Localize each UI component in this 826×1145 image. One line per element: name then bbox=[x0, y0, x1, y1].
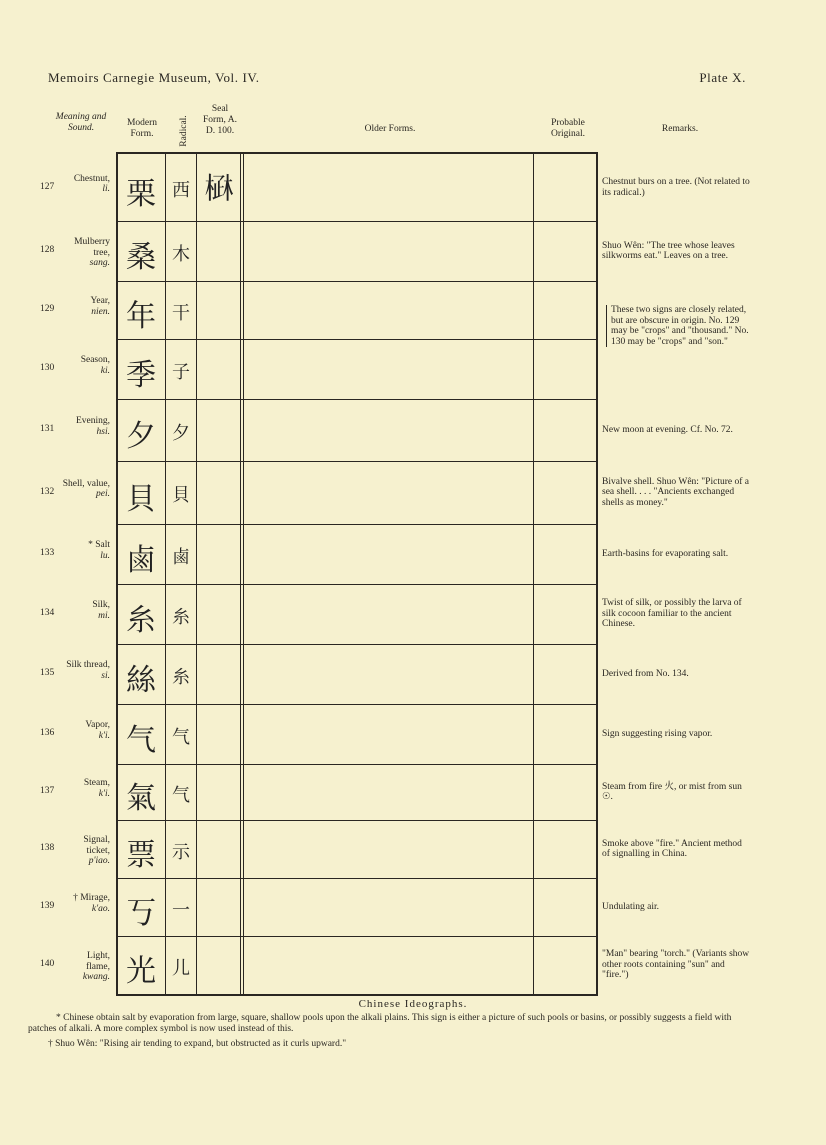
row-remarks: Bivalve shell. Shuo Wên: "Picture of a sea shell. . . . "Ancients exchanged shells as money." bbox=[602, 476, 749, 508]
row-meaning: Steam, bbox=[83, 778, 110, 788]
radical-form: 夕 bbox=[172, 422, 190, 444]
row-remarks: New moon at evening. Cf. No. 72. bbox=[602, 424, 733, 435]
row-label bbox=[40, 660, 110, 681]
modern-form: 票 bbox=[126, 838, 156, 874]
column-head-original: Probable Original. bbox=[550, 118, 586, 139]
row-label bbox=[40, 835, 110, 867]
modern-form: 貝 bbox=[126, 481, 156, 517]
modern-form: 桑 bbox=[126, 240, 156, 276]
seal-form: 𣓜 bbox=[204, 171, 234, 207]
row-divider bbox=[116, 281, 598, 282]
radical-form: 鹵 bbox=[172, 546, 190, 568]
radical-form: 木 bbox=[172, 243, 190, 265]
row-number: 130 bbox=[40, 363, 55, 373]
radical-form: 示 bbox=[172, 841, 190, 863]
radical-form: 气 bbox=[172, 726, 190, 748]
row-sound: pei. bbox=[96, 489, 110, 499]
row-sound: k'i. bbox=[98, 730, 110, 741]
modern-form: 栗 bbox=[126, 176, 156, 212]
row-meaning: Season, bbox=[80, 355, 110, 365]
row-number: 129 bbox=[40, 304, 55, 314]
row-meaning: Evening, bbox=[75, 416, 110, 426]
running-header-left: Memoirs Carnegie Museum, Vol. IV. bbox=[48, 70, 260, 85]
divider bbox=[165, 152, 166, 996]
column-head-radical: Radical. bbox=[179, 115, 189, 147]
row-sound: k'ao. bbox=[91, 903, 110, 914]
modern-form: 季 bbox=[126, 358, 156, 394]
radical-form: 干 bbox=[172, 302, 190, 324]
row-label bbox=[40, 479, 110, 500]
radical-form: 子 bbox=[172, 361, 190, 383]
row-number: 128 bbox=[40, 245, 55, 255]
row-remarks: Steam from fire 火, or mist from sun ☉. bbox=[602, 781, 742, 802]
row-number: 136 bbox=[40, 728, 55, 738]
row-meaning: Year, bbox=[90, 296, 110, 306]
row-divider bbox=[116, 584, 598, 585]
column-head-modern: Modern Form. bbox=[126, 118, 158, 139]
footnote-mirage: † Shuo Wên: "Rising air tending to expand, but obstructed as it curls upward." bbox=[48, 1039, 347, 1049]
radical-form: 糸 bbox=[172, 666, 190, 688]
divider bbox=[196, 152, 197, 996]
row-label bbox=[40, 720, 110, 741]
row-sound: kwang. bbox=[82, 972, 110, 982]
table-frame bbox=[116, 152, 598, 996]
column-head-meaning: Meaning and Sound. bbox=[55, 112, 107, 133]
row-remarks: Derived from No. 134. bbox=[602, 668, 689, 679]
row-label bbox=[40, 416, 110, 437]
row-meaning: Signal, ticket, bbox=[83, 835, 110, 856]
row-meaning: † Mirage, bbox=[73, 893, 110, 903]
modern-form: 丂 bbox=[126, 896, 156, 932]
row-remarks: Chestnut burs on a tree. (Not related to its radical.) bbox=[602, 177, 750, 198]
row-divider bbox=[116, 644, 598, 645]
row-number: 139 bbox=[40, 901, 55, 911]
modern-form: 光 bbox=[126, 954, 156, 990]
radical-form: 西 bbox=[172, 180, 190, 202]
divider bbox=[240, 152, 241, 996]
row-sound: si. bbox=[101, 670, 110, 681]
row-label bbox=[40, 174, 110, 195]
row-divider bbox=[116, 339, 598, 340]
row-sound: k'i. bbox=[98, 788, 110, 799]
row-sound: nien. bbox=[91, 306, 110, 317]
row-divider bbox=[116, 764, 598, 765]
column-head-remarks: Remarks. bbox=[661, 124, 699, 134]
row-divider bbox=[116, 704, 598, 705]
row-label bbox=[40, 540, 110, 561]
row-remarks: These two signs are closely related, but are obscure in origin. No. 129 may be "crops" and "thousand." No. 130 may be "crops" and "son." bbox=[606, 305, 755, 347]
row-meaning: Mulberry tree, bbox=[74, 237, 110, 258]
row-remarks: Earth-basins for evaporating salt. bbox=[602, 548, 729, 559]
divider bbox=[533, 152, 534, 996]
modern-form: 年 bbox=[126, 299, 156, 335]
row-label bbox=[40, 296, 110, 317]
row-sound: p'iao. bbox=[88, 856, 110, 866]
row-number: 135 bbox=[40, 668, 55, 678]
row-number: 131 bbox=[40, 424, 55, 434]
row-label bbox=[40, 778, 110, 799]
row-number: 127 bbox=[40, 181, 55, 192]
row-divider bbox=[116, 820, 598, 821]
row-sound: sang. bbox=[89, 258, 110, 268]
modern-form: 鹵 bbox=[126, 543, 156, 579]
row-remarks: Undulating air. bbox=[602, 901, 659, 912]
row-label bbox=[40, 355, 110, 376]
row-divider bbox=[116, 936, 598, 937]
modern-form: 夕 bbox=[126, 419, 156, 455]
radical-form: 儿 bbox=[172, 957, 190, 979]
row-remarks: "Man" bearing "torch." (Variants show other roots containing "sun" and "fire.") bbox=[602, 949, 750, 981]
modern-form: 气 bbox=[126, 723, 156, 759]
modern-form: 絲 bbox=[126, 663, 156, 699]
row-sound: lu. bbox=[100, 550, 110, 561]
row-meaning: Light, flame, bbox=[85, 951, 110, 972]
row-label bbox=[40, 893, 110, 914]
modern-form: 氣 bbox=[126, 781, 156, 817]
radical-form: 糸 bbox=[172, 606, 190, 628]
radical-form: 一 bbox=[172, 899, 190, 921]
row-sound: ki. bbox=[100, 365, 110, 376]
row-divider bbox=[116, 399, 598, 400]
row-sound: li. bbox=[102, 184, 110, 194]
row-divider bbox=[116, 878, 598, 879]
row-sound: hsi. bbox=[96, 426, 110, 437]
divider bbox=[243, 152, 244, 996]
row-number: 137 bbox=[40, 786, 55, 796]
row-sound: mi. bbox=[98, 610, 110, 621]
row-label bbox=[40, 951, 110, 983]
row-meaning: * Salt bbox=[88, 540, 110, 550]
row-meaning: Silk thread, bbox=[66, 660, 110, 670]
row-meaning: Vapor, bbox=[85, 720, 110, 730]
row-number: 140 bbox=[40, 959, 55, 969]
row-meaning: Silk, bbox=[92, 600, 110, 610]
row-label bbox=[40, 600, 110, 621]
row-number: 134 bbox=[40, 608, 55, 618]
row-number: 132 bbox=[40, 486, 55, 497]
row-divider bbox=[116, 221, 598, 222]
footnote-salt: * Chinese obtain salt by evaporation from large, square, shallow pools upon the alkali plains. This sign is either a picture of such pools or basins, or possibly suggests a field with patches of alkali. A more complex symbol is now used instead of this. bbox=[28, 1013, 732, 1034]
modern-form: 糸 bbox=[126, 603, 156, 639]
row-remarks: Sign suggesting rising vapor. bbox=[602, 728, 713, 739]
column-head-older: Older Forms. bbox=[364, 124, 416, 134]
row-number: 133 bbox=[40, 548, 55, 558]
row-meaning: Chestnut, bbox=[73, 173, 110, 184]
row-number: 138 bbox=[40, 843, 55, 853]
row-divider bbox=[116, 461, 598, 462]
plate-number: Plate X. bbox=[699, 70, 746, 85]
radical-form: 气 bbox=[172, 784, 190, 806]
row-remarks: Twist of silk, or possibly the larva of silk cocoon familiar to the ancient Chinese. bbox=[602, 598, 742, 630]
row-meaning: Shell, value, bbox=[62, 478, 110, 489]
row-remarks: Shuo Wên: "The tree whose leaves silkworms eat." Leaves on a tree. bbox=[602, 240, 735, 261]
plate-caption: Chinese Ideographs. bbox=[358, 998, 468, 1010]
row-divider bbox=[116, 524, 598, 525]
row-label bbox=[40, 237, 110, 269]
row-remarks: Smoke above "fire." Ancient method of signalling in China. bbox=[602, 838, 742, 859]
radical-form: 貝 bbox=[172, 485, 190, 507]
column-head-seal: Seal Form, A. D. 100. bbox=[202, 104, 238, 136]
